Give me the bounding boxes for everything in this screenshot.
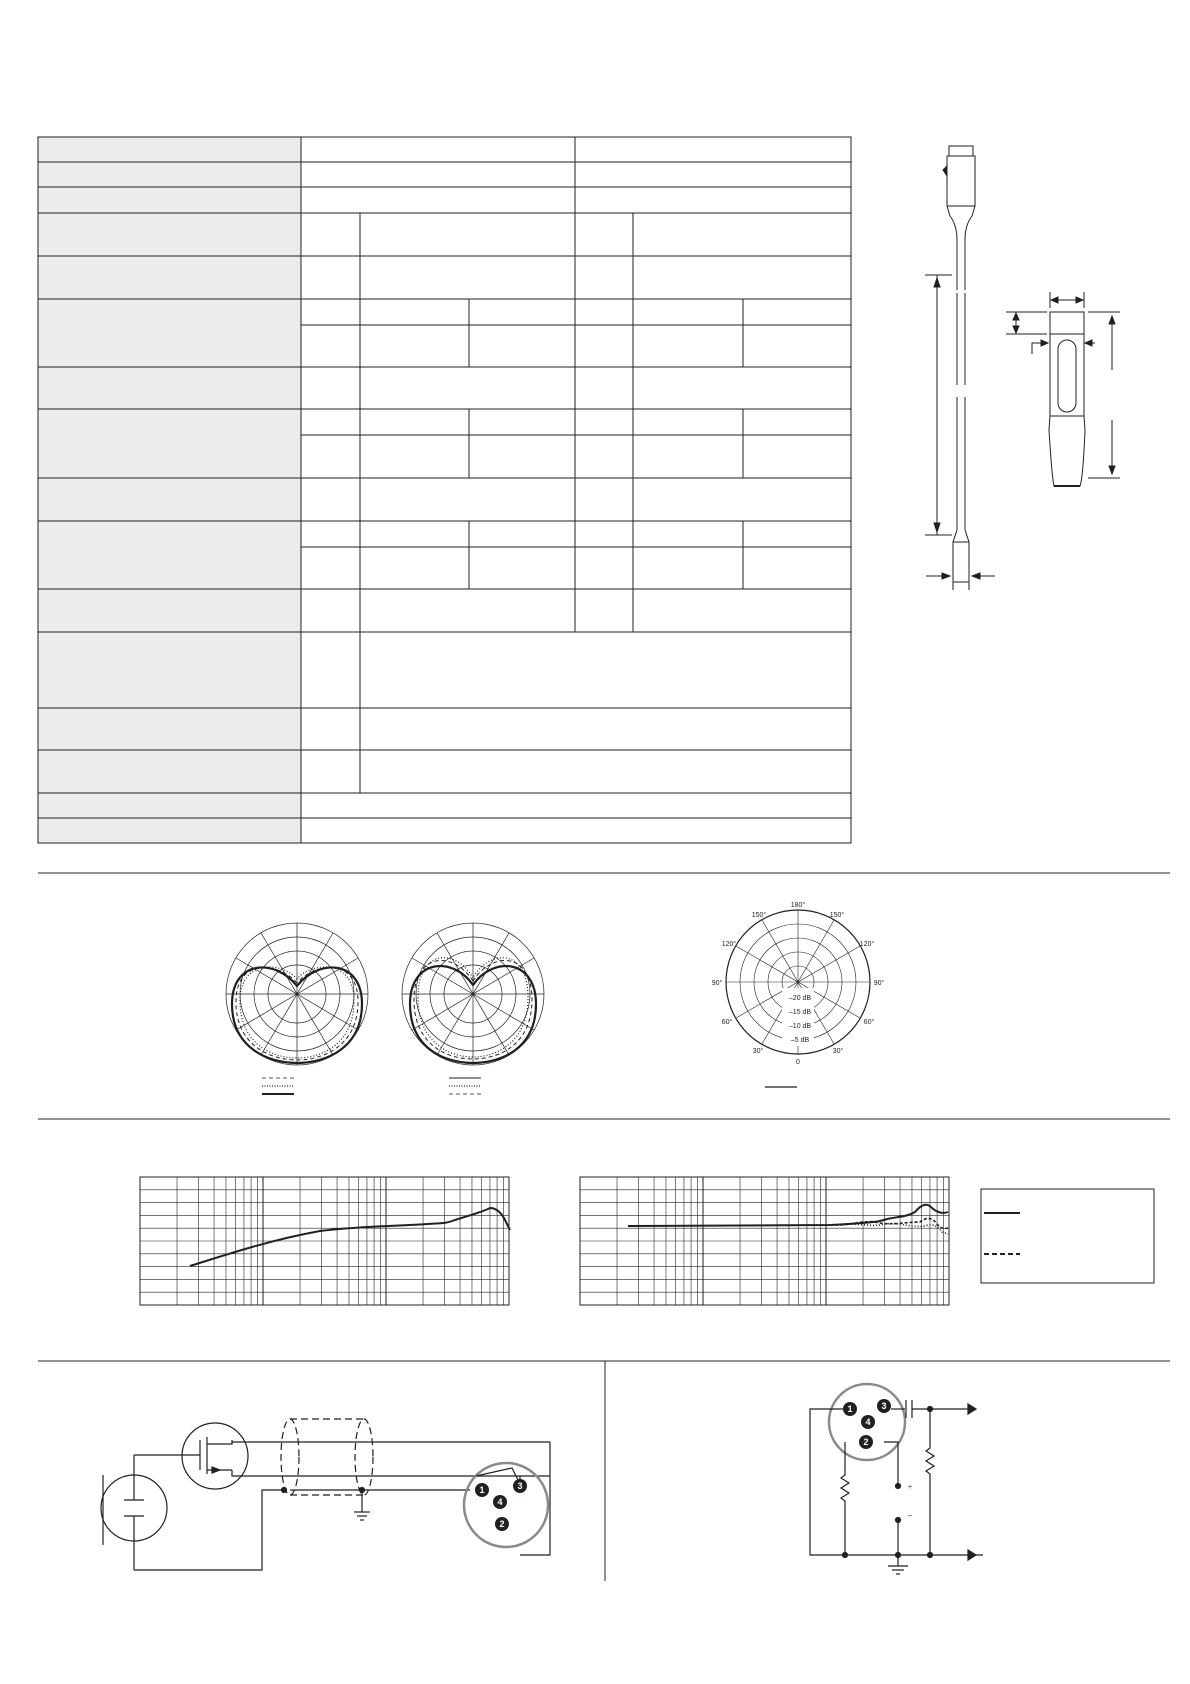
gooseneck-mic-drawing <box>925 146 995 590</box>
spec-label-column <box>38 137 301 843</box>
angle-label-90-left: 90° <box>711 980 723 987</box>
polar-legend-cardioid <box>262 1078 294 1094</box>
polar-plot-labelled <box>712 901 885 1087</box>
capsule-detail-drawing <box>1006 292 1120 486</box>
frequency-curve-left <box>190 1208 510 1266</box>
fet-symbol <box>182 1423 248 1489</box>
angle-label-30-left: 30° <box>752 1048 764 1055</box>
frequency-response-right <box>580 1177 949 1305</box>
pin-2-left: 2 <box>499 1519 505 1529</box>
angle-label-60-left: 60° <box>721 1019 733 1026</box>
angle-label-150-left: 150° <box>751 912 767 919</box>
pin-4-right: 4 <box>865 1417 871 1427</box>
frequency-legend-box <box>981 1189 1154 1283</box>
angle-label-120-right: 120° <box>859 941 875 948</box>
frequency-response-left <box>140 1177 510 1305</box>
frequency-grid-left <box>140 1177 509 1305</box>
frequency-curve-right-dashed <box>830 1218 948 1228</box>
ring-label-20db: –20 dB <box>788 995 812 1002</box>
angle-label-60-right: 60° <box>863 1019 875 1026</box>
polar-pattern-cardioid <box>226 923 368 1094</box>
wiring-schematic-preamp <box>810 1384 983 1574</box>
pin-4-left: 4 <box>497 1497 503 1507</box>
angle-label-150-right: 150° <box>829 912 845 919</box>
connector-left-pins <box>475 1479 527 1531</box>
pin-1-left: 1 <box>479 1485 485 1495</box>
ring-label-15db: –15 dB <box>788 1009 812 1016</box>
pin-1-right: 1 <box>847 1404 853 1414</box>
ring-label-10db: –10 dB <box>788 1023 812 1030</box>
plus-label: + <box>908 1484 913 1491</box>
spec-table-columns <box>301 137 743 843</box>
cable-shield-right <box>355 1419 373 1495</box>
frequency-grid-right <box>580 1177 949 1305</box>
pin-2-right: 2 <box>863 1437 869 1447</box>
angle-label-30-right: 30° <box>832 1048 844 1055</box>
mic-dimension-drawing <box>925 146 1120 590</box>
pin-3-left: 3 <box>517 1481 523 1491</box>
ring-label-5db: –5 dB <box>790 1037 810 1044</box>
spec-table-rows <box>301 162 851 818</box>
angle-label-90-right: 90° <box>873 980 885 987</box>
polar-legend-hypercardioid <box>449 1078 481 1094</box>
angle-label-0: 0 <box>796 1059 800 1066</box>
angle-label-120-left: 120° <box>721 941 737 948</box>
spec-table <box>38 137 851 843</box>
frequency-curve-right-dotted <box>840 1224 948 1234</box>
polar-pattern-hypercardioid <box>402 923 544 1094</box>
angle-label-180: 180° <box>790 902 806 909</box>
minus-label: – <box>908 1512 912 1519</box>
cable-shield-left <box>281 1419 299 1495</box>
pin-3-right: 3 <box>881 1401 887 1411</box>
